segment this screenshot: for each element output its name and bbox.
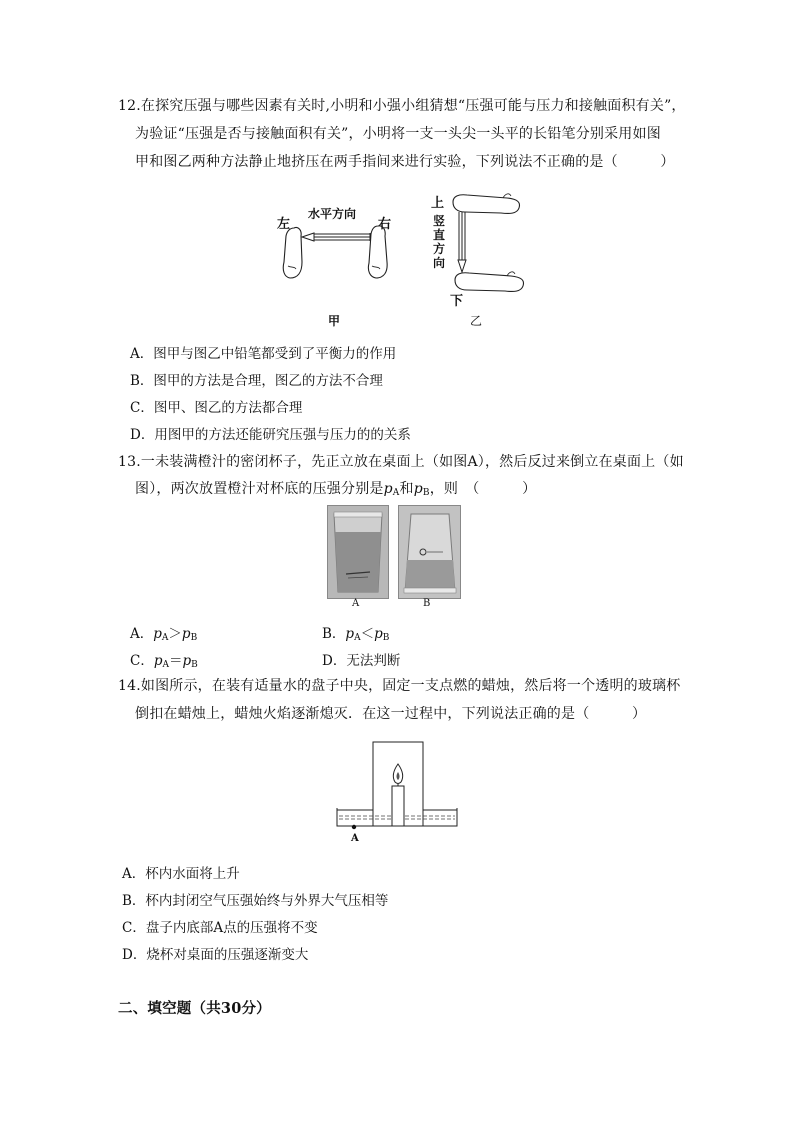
pressure-b-symbol: p [413,481,423,497]
q12-stem-line1: 12.在探究压强与哪些因素有关时,小明和小强小组猜想“压强可能与压力和接触面积有关”， [118,98,686,114]
pressure-a-symbol: p [383,481,393,497]
q13-stem-line1: 13.一未装满橙汁的密闭杯子，先正立放在桌面上（如图A），然后反过来倒立在桌面上（如 [118,454,684,470]
q13-option-a-pb-sub: B [190,633,198,643]
q13-option-b-pa: p [345,626,355,642]
pressure-a-subscript: A [392,488,400,498]
q13-option-a-pa: p [153,626,162,642]
q13-option-a-operator: ＞ [168,626,182,642]
q13-option-b-pb: p [374,626,383,642]
q12-option-a: A．图甲与图乙中铅笔都受到了平衡力的作用 [130,346,397,362]
pencil-horizontal-drawing [280,222,400,282]
photo-cup-inverted [398,505,461,599]
q12-option-c: C．图甲、图乙的方法都合理 [130,400,303,416]
q13-option-b-pa-sub: A [354,633,361,643]
q14-stem-line1: 14.如图所示，在装有适量水的盘子中央，固定一支点燃的蜡烛，然后将一个透明的玻璃杯 [118,678,681,694]
q13-stem-line2 [135,478,536,498]
q13-option-c-pa: p [153,653,163,669]
photo-a-label: A [352,598,360,609]
point-a-label: A [351,833,359,844]
q13-option-c-prefix: C． [130,653,154,669]
q13-option-c-pb: p [182,653,192,669]
q13-and: 和 [399,481,414,497]
fig-yi-caption: 乙 [470,314,483,328]
q14-option-a: A．杯内水面将上升 [122,866,240,882]
photo-b-label: B [423,598,431,609]
q13-option-b [322,622,389,643]
q13-option-b-operator: ＜ [360,626,375,642]
q13-option-b-prefix: B． [322,626,346,642]
pencil-vertical-drawing [447,190,535,298]
figure-candle-in-dish [335,738,460,848]
q13-stem-line2-tail: ，则 （ ） [429,481,537,497]
q13-option-c-operator: ＝ [169,653,183,669]
fig-jia-direction-label: 水平方向 [308,207,357,221]
fig-jia-left-label: 左 [277,217,291,232]
q13-option-b-pb-sub: B [382,633,390,643]
q14-option-b: B．杯内封闭空气压强始终与外界大气压相等 [122,893,389,909]
q13-option-a-pa-sub: A [161,633,169,643]
section-heading-fill-in: 二、填空题（共30分） [118,1000,271,1017]
q14-option-d: D．烧杯对桌面的压强逐渐变大 [122,947,309,963]
q12-option-d: D．用图甲的方法还能研究压强与压力的的关系 [130,427,411,443]
figure-jia [270,198,410,328]
fig-jia-caption: 甲 [328,314,341,328]
fig-yi-direction-label: 竖直方向 [433,214,446,270]
q13-option-c-pa-sub: A [162,660,169,670]
pressure-b-subscript: B [422,488,430,498]
q13-option-a-pb: p [181,626,191,642]
q13-option-a-prefix: A． [130,626,154,642]
q13-option-d: D．无法判断 [322,653,401,669]
q12-stem-line2: 为验证“压强是否与接触面积有关”，小明将一支一头尖一头平的长铅笔分别采用如图 [135,126,661,142]
q14-option-c: C．盘子内底部A点的压强将不变 [122,920,318,936]
photo-cup-upright [327,505,389,599]
fig-yi-down-label: 下 [450,294,464,309]
candle-glass-drawing [335,738,460,838]
q13-option-c [130,649,198,670]
q14-stem-line2: 倒扣在蜡烛上，蜡烛火焰逐渐熄灭．在这一过程中，下列说法正确的是（ ） [135,706,647,722]
q13-stem-line2-text: 图），两次放置橙汁对杯底的压强分别是 [135,481,384,497]
fig-jia-right-label: 右 [378,217,392,232]
q13-option-c-pb-sub: B [191,660,198,670]
q13-option-a [130,622,197,643]
figure-yi [425,190,535,330]
q12-stem-line3: 甲和图乙两种方法静止地挤压在两手指间来进行实验，下列说法不正确的是（ ） [135,154,675,170]
fig-yi-up-label: 上 [431,196,445,211]
q12-option-b: B．图甲的方法是合理，图乙的方法不合理 [130,373,383,389]
